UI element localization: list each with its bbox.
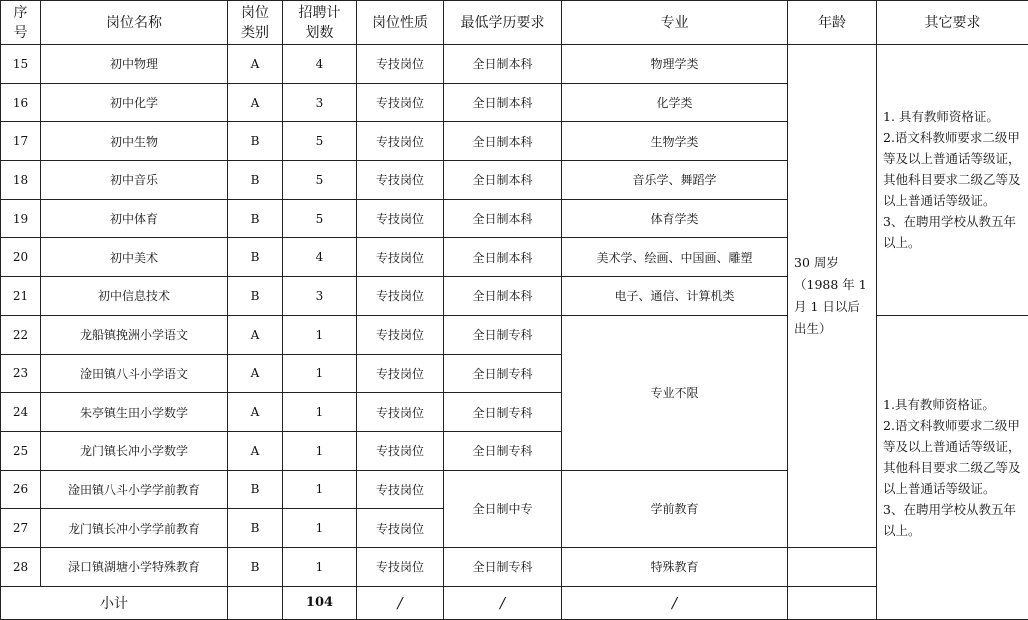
- cell-education: 全日制专科: [444, 547, 562, 586]
- cell-plan: 5: [283, 161, 357, 200]
- cell-name: 初中音乐: [41, 161, 228, 200]
- cell-education: 全日制中专: [444, 470, 562, 547]
- cell-major: 特殊教育: [562, 547, 788, 586]
- cell-major: 美术学、绘画、中国画、雕塑: [562, 238, 788, 277]
- subtotal-major: /: [562, 586, 788, 619]
- cell-nature: 专技岗位: [357, 509, 444, 548]
- cell-category: A: [228, 431, 283, 470]
- cell-name: 朱亭镇生田小学数学: [41, 393, 228, 432]
- subtotal-row: [1, 586, 1028, 619]
- subtotal-plan: 104: [283, 586, 357, 619]
- cell-seq: 23: [1, 354, 41, 393]
- table-row: [1, 547, 1028, 586]
- cell-category: A: [228, 393, 283, 432]
- subtotal-nature: /: [357, 586, 444, 619]
- header-other: 其它要求: [877, 1, 1028, 45]
- header-name: 岗位名称: [41, 1, 228, 45]
- cell-seq: 17: [1, 122, 41, 161]
- subtotal-category: [228, 586, 283, 619]
- cell-major: 物理学类: [562, 45, 788, 84]
- header-major: 专业: [562, 1, 788, 45]
- cell-plan: 1: [283, 470, 357, 509]
- cell-education: 全日制专科: [444, 431, 562, 470]
- cell-major: 生物学类: [562, 122, 788, 161]
- cell-plan: 3: [283, 83, 357, 122]
- cell-category: B: [228, 122, 283, 161]
- header-age: 年龄: [788, 1, 877, 45]
- cell-name: 初中体育: [41, 199, 228, 238]
- header-row: [1, 1, 1028, 45]
- cell-education: 全日制本科: [444, 238, 562, 277]
- cell-education: 全日制本科: [444, 83, 562, 122]
- cell-plan: 5: [283, 122, 357, 161]
- cell-name: 初中信息技术: [41, 277, 228, 316]
- cell-other-lower: 1.具有教师资格证。 2.语文科教师要求二级甲等及以上普通话等级证，其他科目要求二级乙等及以上普通话等级证。 3、在聘用学校从教五年以上。: [877, 315, 1028, 619]
- cell-name: 龙门镇长冲小学学前教育: [41, 509, 228, 548]
- cell-education: 全日制本科: [444, 122, 562, 161]
- subtotal-age: [788, 586, 877, 619]
- cell-category: B: [228, 547, 283, 586]
- cell-seq: 28: [1, 547, 41, 586]
- cell-seq: 26: [1, 470, 41, 509]
- cell-other-upper: 1. 具有教师资格证。 2.语文科教师要求二级甲等及以上普通话等级证，其他科目要求二级乙等及以上普通话等级证。 3、在聘用学校从教五年以上。: [877, 45, 1028, 316]
- cell-nature: 专技岗位: [357, 431, 444, 470]
- cell-nature: 专技岗位: [357, 45, 444, 84]
- cell-seq: 20: [1, 238, 41, 277]
- cell-category: B: [228, 161, 283, 200]
- cell-nature: 专技岗位: [357, 238, 444, 277]
- cell-category: B: [228, 470, 283, 509]
- cell-category: B: [228, 509, 283, 548]
- cell-seq: 16: [1, 83, 41, 122]
- cell-name: 龙门镇长冲小学数学: [41, 431, 228, 470]
- cell-education: 全日制本科: [444, 161, 562, 200]
- cell-name: 初中美术: [41, 238, 228, 277]
- cell-nature: 专技岗位: [357, 547, 444, 586]
- cell-major: 学前教育: [562, 470, 788, 547]
- cell-plan: 5: [283, 199, 357, 238]
- table-row: [1, 45, 1028, 84]
- cell-name: 初中生物: [41, 122, 228, 161]
- header-category: 岗位 类别: [228, 1, 283, 45]
- cell-category: A: [228, 45, 283, 84]
- cell-major: 体育学类: [562, 199, 788, 238]
- cell-category: B: [228, 277, 283, 316]
- cell-seq: 25: [1, 431, 41, 470]
- subtotal-education: /: [444, 586, 562, 619]
- subtotal-label: 小计: [1, 586, 228, 619]
- cell-seq: 18: [1, 161, 41, 200]
- cell-education: 全日制本科: [444, 199, 562, 238]
- cell-category: B: [228, 199, 283, 238]
- cell-nature: 专技岗位: [357, 354, 444, 393]
- cell-category: A: [228, 354, 283, 393]
- header-plan: 招聘计 划数: [283, 1, 357, 45]
- cell-plan: 1: [283, 315, 357, 354]
- cell-major: 化学类: [562, 83, 788, 122]
- cell-education: 全日制专科: [444, 315, 562, 354]
- cell-major-unrestricted: 专业不限: [562, 315, 788, 470]
- header-seq: 序 号: [1, 1, 41, 45]
- cell-plan: 1: [283, 431, 357, 470]
- cell-seq: 22: [1, 315, 41, 354]
- cell-nature: 专技岗位: [357, 161, 444, 200]
- cell-nature: 专技岗位: [357, 315, 444, 354]
- cell-category: A: [228, 315, 283, 354]
- cell-category: B: [228, 238, 283, 277]
- header-nature: 岗位性质: [357, 1, 444, 45]
- cell-plan: 4: [283, 45, 357, 84]
- cell-plan: 1: [283, 509, 357, 548]
- cell-seq: 19: [1, 199, 41, 238]
- cell-plan: 1: [283, 354, 357, 393]
- cell-nature: 专技岗位: [357, 393, 444, 432]
- header-education: 最低学历要求: [444, 1, 562, 45]
- cell-plan: 1: [283, 393, 357, 432]
- cell-education: 全日制专科: [444, 393, 562, 432]
- cell-nature: 专技岗位: [357, 199, 444, 238]
- cell-education: 全日制本科: [444, 277, 562, 316]
- cell-nature: 专技岗位: [357, 277, 444, 316]
- cell-name: 龙船镇挽洲小学语文: [41, 315, 228, 354]
- cell-seq: 21: [1, 277, 41, 316]
- cell-plan: 3: [283, 277, 357, 316]
- cell-seq: 27: [1, 509, 41, 548]
- cell-nature: 专技岗位: [357, 122, 444, 161]
- cell-major: 电子、通信、计算机类: [562, 277, 788, 316]
- cell-name: 淦田镇八斗小学语文: [41, 354, 228, 393]
- cell-seq: 15: [1, 45, 41, 84]
- cell-nature: 专技岗位: [357, 83, 444, 122]
- cell-seq: 24: [1, 393, 41, 432]
- cell-name: 初中化学: [41, 83, 228, 122]
- cell-name: 淦田镇八斗小学学前教育: [41, 470, 228, 509]
- cell-plan: 1: [283, 547, 357, 586]
- cell-major: 音乐学、舞蹈学: [562, 161, 788, 200]
- cell-nature: 专技岗位: [357, 470, 444, 509]
- cell-category: A: [228, 83, 283, 122]
- cell-name: 渌口镇湖塘小学特殊教育: [41, 547, 228, 586]
- cell-education: 全日制专科: [444, 354, 562, 393]
- cell-name: 初中物理: [41, 45, 228, 84]
- cell-education: 全日制本科: [444, 45, 562, 84]
- cell-plan: 4: [283, 238, 357, 277]
- cell-age: 30 周岁 （1988 年 1 月 1 日以后 出生）: [788, 45, 877, 548]
